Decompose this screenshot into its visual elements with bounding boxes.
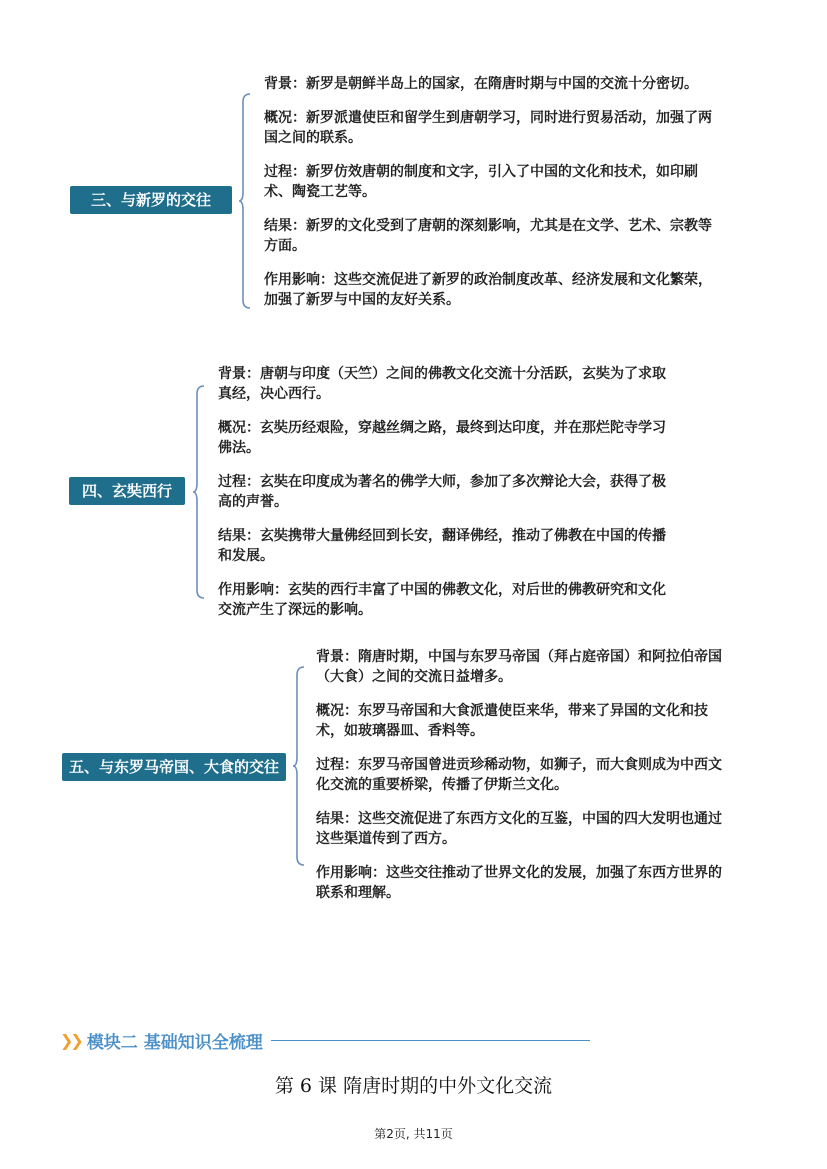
- item-process: 过程：玄奘在印度成为著名的佛学大师，参加了多次辩论大会，获得了极高的声誉。: [218, 474, 666, 510]
- module-divider: [271, 1040, 590, 1041]
- item-process: 过程：东罗马帝国曾进贡珍稀动物，如狮子，而大食则成为中西文化交流的重要桥梁，传播了伊斯兰文化。: [316, 757, 722, 793]
- item-overview: 概况：新罗派遣使臣和留学生到唐朝学习，同时进行贸易活动，加强了两国之间的联系。: [264, 110, 712, 146]
- brace-bracket: [192, 384, 206, 600]
- section-tag: 五、与东罗马帝国、大食的交往: [62, 753, 286, 781]
- item-overview: 概况：东罗马帝国和大食派遣使臣来华，带来了异国的文化和技术，如玻璃器皿、香料等。: [316, 703, 708, 739]
- item-impact: 作用影响：这些交往推动了世界文化的发展，加强了东西方世界的联系和理解。: [316, 865, 722, 901]
- section-items: [218, 364, 668, 620]
- item-background: 背景：隋唐时期，中国与东罗马帝国（拜占庭帝国）和阿拉伯帝国（大食）之间的交流日益增多。: [316, 649, 722, 685]
- item-background: 背景：新罗是朝鲜半岛上的国家，在隋唐时期与中国的交流十分密切。: [264, 76, 698, 92]
- item-impact: 作用影响：这些交流促进了新罗的政治制度改革、经济发展和文化繁荣，加强了新罗与中国的友好关系。: [264, 272, 712, 308]
- section-tag: 三、与新罗的交往: [70, 186, 232, 214]
- item-result: 结果：这些交流促进了东西方文化的互鉴，中国的四大发明也通过这些渠道传到了西方。: [316, 811, 722, 847]
- brace-bracket: [238, 92, 252, 310]
- section-tag: 四、玄奘西行: [69, 477, 185, 505]
- item-process: 过程：新罗仿效唐朝的制度和文字，引入了中国的文化和技术，如印刷术、陶瓷工艺等。: [264, 164, 698, 200]
- item-result: 结果：新罗的文化受到了唐朝的深刻影响，尤其是在文学、艺术、宗教等方面。: [264, 218, 712, 254]
- section-items: [316, 647, 730, 903]
- item-impact: 作用影响：玄奘的西行丰富了中国的佛教文化，对后世的佛教研究和文化交流产生了深远的影响。: [218, 582, 666, 618]
- lesson-title: 第 6 课 隋唐时期的中外文化交流: [274, 1075, 553, 1097]
- brace-bracket: [292, 665, 306, 867]
- double-chevron-icon: ❯❯: [60, 1030, 81, 1050]
- module-header: [60, 1027, 590, 1053]
- item-result: 结果：玄奘携带大量佛经回到长安，翻译佛经，推动了佛教在中国的传播和发展。: [218, 528, 666, 564]
- item-background: 背景：唐朝与印度（天竺）之间的佛教文化交流十分活跃，玄奘为了求取真经，决心西行。: [218, 366, 666, 402]
- page-footer: 第2页, 共11页: [374, 1127, 453, 1141]
- item-overview: 概况：玄奘历经艰险，穿越丝绸之路，最终到达印度，并在那烂陀寺学习佛法。: [218, 420, 666, 456]
- section-items: [264, 74, 712, 310]
- module-title: 模块二 基础知识全梳理: [86, 1032, 263, 1053]
